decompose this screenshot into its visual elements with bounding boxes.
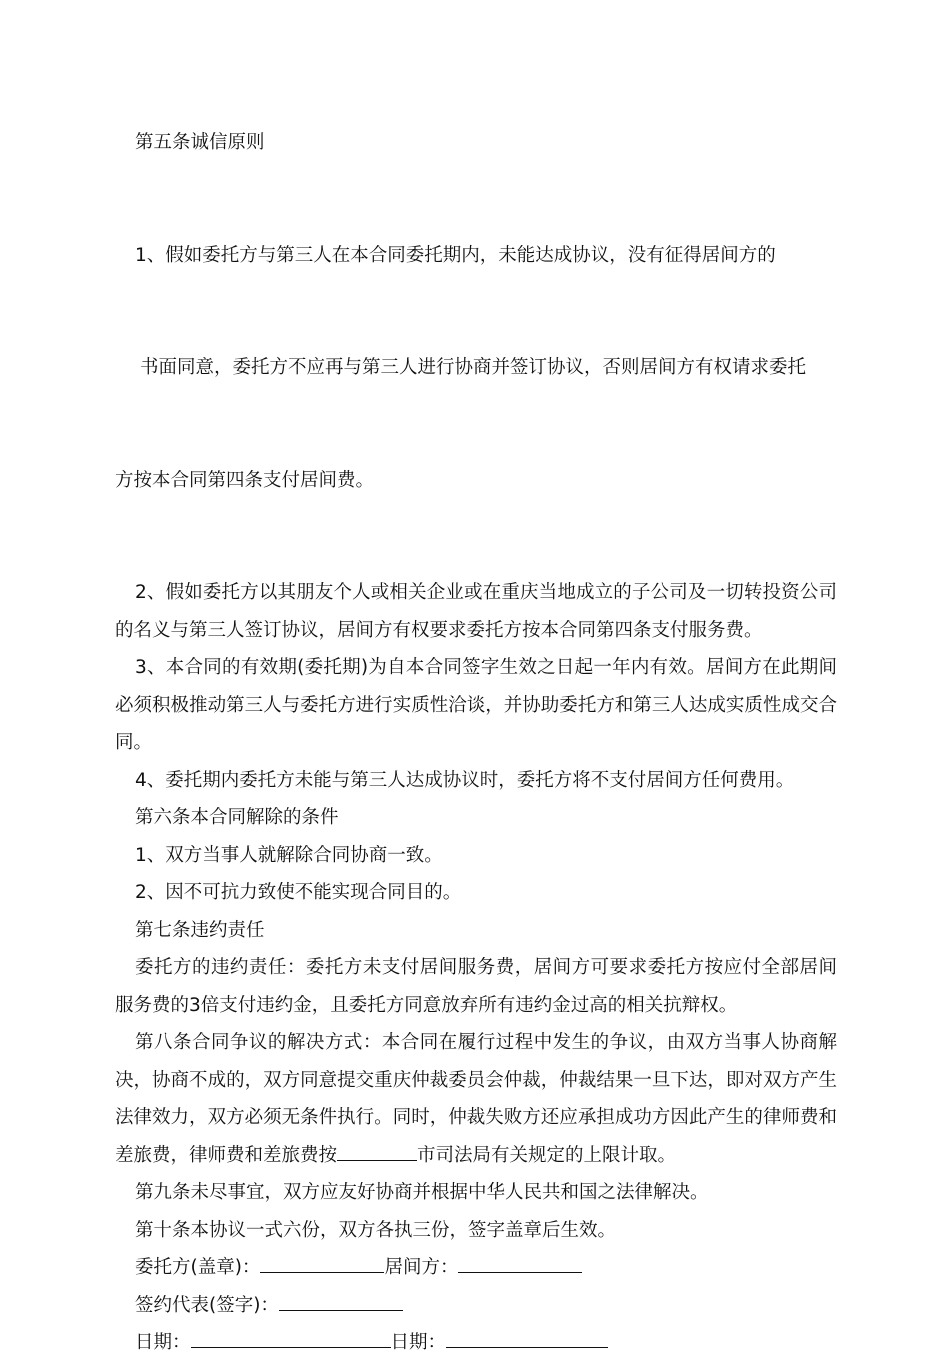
date-label-2: 日期： — [390, 1332, 447, 1353]
article5-item1-line2: 书面同意，委托方不应再与第三人进行协商并签订协议，否则居间方有权请求委托 — [140, 357, 807, 378]
article7-heading: 第七条违约责任 — [135, 919, 265, 941]
rep-sign-blank[interactable] — [279, 1290, 403, 1311]
article5-item4: 4、委托期内委托方未能与第三人达成协议时，委托方将不支付居间方任何费用。 — [135, 769, 795, 791]
signature-line-dates — [115, 1324, 837, 1362]
article5-item3: 3、本合同的有效期(委托期)为自本合同签字生效之日起一年内有效。居间方在此期间必须积极推动第三人与委托方进行实质性洽谈，并协助委托方和第三人达成实质性成交合同。 — [115, 657, 837, 753]
client-seal-blank[interactable] — [260, 1252, 384, 1273]
contract-page — [115, 124, 837, 1362]
client-seal-label: 委托方(盖章)： — [135, 1257, 261, 1278]
article6-item2: 2、因不可抗力致使不能实现合同目的。 — [135, 882, 462, 903]
date-label-1: 日期： — [135, 1332, 191, 1353]
signature-line-parties — [115, 1249, 837, 1287]
broker-label: 居间方： — [384, 1257, 459, 1278]
article6-item1: 1、双方当事人就解除合同协商一致。 — [135, 844, 443, 866]
article5-item2: 2、假如委托方以其朋友个人或相关企业或在重庆当地成立的子公司及一切转投资公司的名义与第三人签订协议，居间方有权要求委托方按本合同第四条支付服务费。 — [115, 582, 837, 641]
article8-text — [115, 1024, 837, 1174]
article9-text: 第九条未尽事宜，双方应友好协商并根据中华人民共和国之法律解决。 — [135, 1182, 709, 1203]
signature-line-rep — [115, 1287, 837, 1325]
city-blank[interactable] — [337, 1140, 417, 1161]
article7-text: 委托方的违约责任：委托方未支付居间服务费，居间方可要求委托方按应付全部居间服务费的3倍支付违约金，且委托方同意放弃所有违约金过高的相关抗辩权。 — [115, 957, 837, 1016]
article6-heading: 第六条本合同解除的条件 — [135, 807, 339, 828]
article5-item1-line3: 方按本合同第四条支付居间费。 — [115, 469, 375, 491]
article5-item1 — [115, 162, 837, 575]
article5-heading: 第五条诚信原则 — [135, 132, 265, 153]
article10-text: 第十条本协议一式六份，双方各执三份，签字盖章后生效。 — [135, 1219, 617, 1241]
article8-text-after: 市司法局有关规定的上限计取。 — [417, 1144, 677, 1166]
article5-item1-line1: 1、假如委托方与第三人在本合同委托期内，未能达成协议，没有征得居间方的 — [135, 244, 776, 266]
date-blank-1[interactable] — [191, 1327, 391, 1348]
rep-sign-label: 签约代表(签字)： — [135, 1294, 279, 1316]
date-blank-2[interactable] — [446, 1327, 608, 1348]
article8-text-before: 第八条合同争议的解决方式：本合同在履行过程中发生的争议，由双方当事人协商解决，协商不成的，双方同意提交重庆仲裁委员会仲裁，仲裁结果一旦下达，即对双方产生法律效力，双方必须无条件执行。同时，仲裁失败方还应承担成功方因此产生的律师费和差旅费，律师费和差旅费按 — [115, 1032, 837, 1166]
broker-blank[interactable] — [458, 1252, 582, 1273]
